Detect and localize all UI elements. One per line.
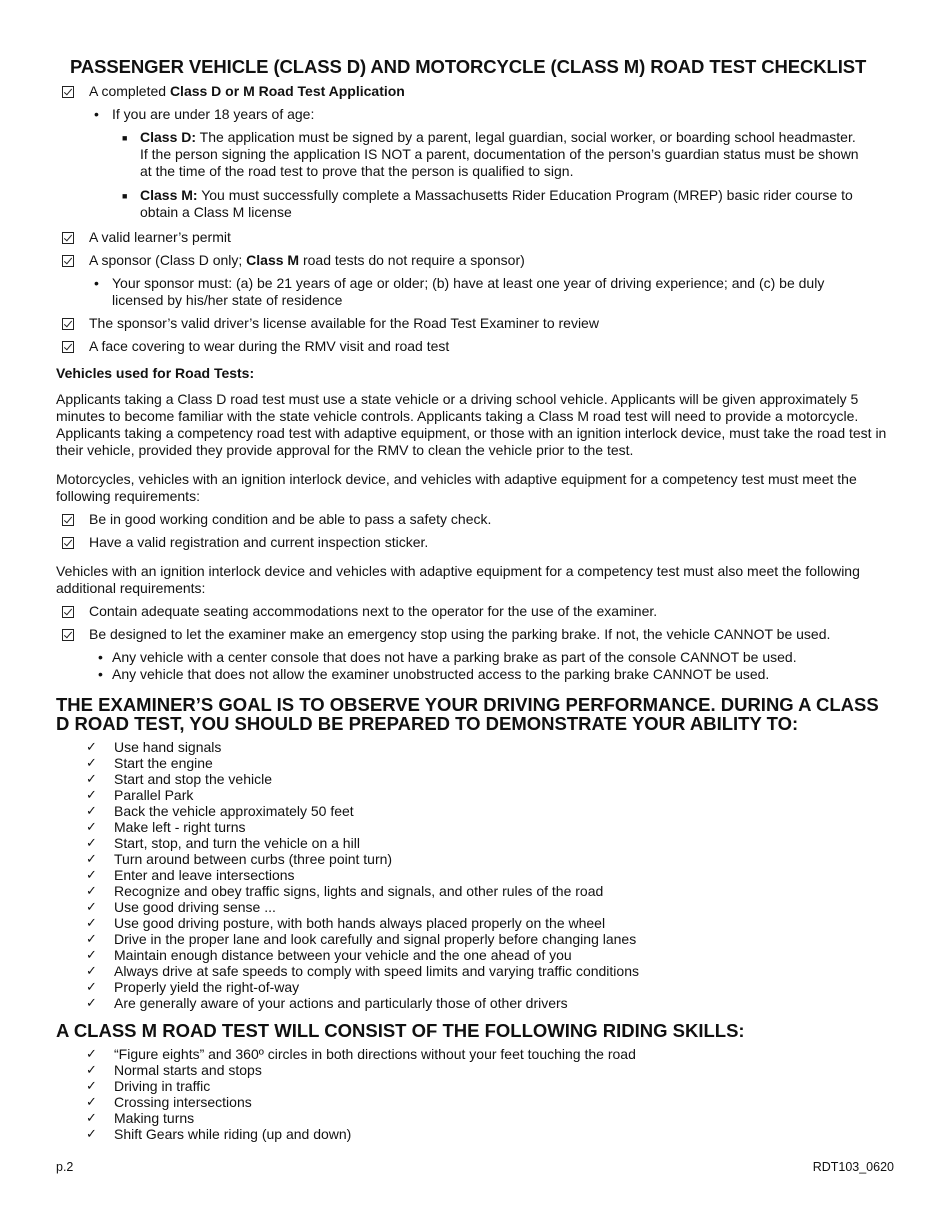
checklist-item-license: The sponsor’s valid driver’s license available for the Road Test Examiner to review xyxy=(56,315,896,332)
skill-item xyxy=(56,963,896,979)
checkbox-icon xyxy=(62,255,74,267)
skill-item xyxy=(56,1110,896,1126)
bullet-parking-brake-access: • Any vehicle that does not allow the examiner unobstructed access to the parking brake CANNOT be used. xyxy=(98,666,770,682)
checkbox-icon xyxy=(62,318,74,330)
checkmark-icon: ✓ xyxy=(86,1094,97,1109)
subbullet-classd: ■ Class D: The application must be signed by a parent, legal guardian, social worker, or boarding school headmaster. If the person signing the application IS NOT a parent, documentation of the person’s guardian status must be shown at the time of the road test to prove that the person is qualified to sign. xyxy=(122,129,859,179)
checkmark-icon: ✓ xyxy=(86,1110,97,1125)
checkmark-icon: ✓ xyxy=(86,1062,97,1077)
checkmark-icon: ✓ xyxy=(86,979,97,994)
subbullet-classm: ■ Class M: You must successfully complete a Massachusetts Rider Education Program (MREP) basic rider course to obtain a Class M license xyxy=(122,187,853,220)
checkmark-icon: ✓ xyxy=(86,899,97,914)
skill-item xyxy=(56,771,896,787)
vehicles-paragraph-1: Applicants taking a Class D road test must use a state vehicle or a driving school vehicle. Applicants will be given approximately 5 minutes to become familiar with the state vehicle controls. Applicants taking a Class M road test will need to provide a motorcycle. Applicants taking a competency road test with adaptive equipment, or those with an ignition interlock device, must take the road test in their vehicle, provided they provide approval for the RMV to clean the vehicle prior to the test. xyxy=(56,391,887,458)
skill-item-label: Recognize and obey traffic signs, lights and signals, and other rules of the road xyxy=(114,883,604,899)
checkmark-icon: ✓ xyxy=(86,851,97,866)
skill-item xyxy=(56,1094,896,1110)
checklist-item-application: A completed Class D or M Road Test Application xyxy=(56,83,896,100)
checkmark-icon: ✓ xyxy=(86,819,97,834)
checkbox-icon xyxy=(62,629,74,641)
checkmark-icon: ✓ xyxy=(86,867,97,882)
checkmark-icon: ✓ xyxy=(86,1126,97,1141)
skill-item-label: Use good driving posture, with both hands always placed properly on the wheel xyxy=(114,915,606,931)
skill-item xyxy=(56,851,896,867)
skill-item-label: Use hand signals xyxy=(114,739,222,755)
skill-item xyxy=(56,899,896,915)
skill-item xyxy=(56,1078,896,1094)
checklist-item-permit: A valid learner’s permit xyxy=(56,229,896,246)
skill-item xyxy=(56,803,896,819)
checkbox-icon xyxy=(62,86,74,98)
checkbox-icon xyxy=(62,537,74,549)
skill-item-label: Crossing intersections xyxy=(114,1094,252,1110)
skill-item xyxy=(56,1062,896,1078)
skill-item-label: Drive in the proper lane and look carefully and signal properly before changing lanes xyxy=(114,931,637,947)
skill-item-label: Properly yield the right-of-way xyxy=(114,979,300,995)
skill-item xyxy=(56,979,896,995)
skill-item xyxy=(56,915,896,931)
checkmark-icon: ✓ xyxy=(86,771,97,786)
checkmark-icon: ✓ xyxy=(86,835,97,850)
bullet-under18: • If you are under 18 years of age: xyxy=(94,106,315,122)
checkmark-icon: ✓ xyxy=(86,963,97,978)
checkmark-icon: ✓ xyxy=(86,803,97,818)
skill-item-label: Enter and leave intersections xyxy=(114,867,295,883)
bullet-icon: • xyxy=(98,649,103,665)
bullet-sponsor-requirements: • Your sponsor must: (a) be 21 years of age or older; (b) have at least one year of driving experience; and (c) be duly licensed by his/her state of residence xyxy=(94,275,825,308)
skill-item-label: Always drive at safe speeds to comply with speed limits and varying traffic conditions xyxy=(114,963,639,979)
classm-section-heading: A CLASS M ROAD TEST WILL CONSIST OF THE FOLLOWING RIDING SKILLS: xyxy=(56,1020,745,1041)
requirement-working-condition: Be in good working condition and be able to pass a safety check. xyxy=(56,511,896,528)
requirement-emergency-stop: Be designed to let the examiner make an emergency stop using the parking brake. If not, the vehicle CANNOT be used. xyxy=(56,626,896,643)
skill-item-label: Parallel Park xyxy=(114,787,194,803)
bullet-center-console: • Any vehicle with a center console that does not have a parking brake as part of the console CANNOT be used. xyxy=(98,649,797,665)
checkbox-icon xyxy=(62,606,74,618)
skill-item-label: Making turns xyxy=(114,1110,195,1126)
skill-item xyxy=(56,995,896,1011)
skill-item-label: Maintain enough distance between your vehicle and the one ahead of you xyxy=(114,947,572,963)
skill-item-label: Back the vehicle approximately 50 feet xyxy=(114,803,354,819)
checkmark-icon: ✓ xyxy=(86,995,97,1010)
square-bullet-icon: ■ xyxy=(122,191,128,201)
skill-item-label: Driving in traffic xyxy=(114,1078,211,1094)
checkmark-icon: ✓ xyxy=(86,1078,97,1093)
checkbox-icon xyxy=(62,514,74,526)
skill-item-label: Turn around between curbs (three point turn) xyxy=(114,851,393,867)
requirement-registration: Have a valid registration and current inspection sticker. xyxy=(56,534,896,551)
skill-item xyxy=(56,1126,896,1142)
classd-section-heading: THE EXAMINER’S GOAL IS TO OBSERVE YOUR DRIVING PERFORMANCE. DURING A CLASS D ROAD TEST, YOU SHOULD BE PREPARED TO DEMONSTRATE YOUR ABILITY TO: xyxy=(56,694,879,734)
skill-item-label: Make left - right turns xyxy=(114,819,246,835)
skill-item-label: Are generally aware of your actions and particularly those of other drivers xyxy=(114,995,568,1011)
vehicles-paragraph-3: Vehicles with an ignition interlock device and vehicles with adaptive equipment for a competency test must also meet the following additional requirements: xyxy=(56,563,860,596)
requirement-seating: Contain adequate seating accommodations next to the operator for the use of the examiner. xyxy=(56,603,896,620)
skill-item-label: Shift Gears while riding (up and down) xyxy=(114,1126,352,1142)
skill-item-label: Start the engine xyxy=(114,755,213,771)
skill-item xyxy=(56,867,896,883)
skill-item xyxy=(56,947,896,963)
bullet-icon: • xyxy=(94,106,99,122)
bullet-icon: • xyxy=(94,275,99,291)
checkmark-icon: ✓ xyxy=(86,1046,97,1061)
checklist-item-face-covering: A face covering to wear during the RMV visit and road test xyxy=(56,338,896,355)
classm-skills-list xyxy=(56,1046,896,1142)
vehicles-heading: Vehicles used for Road Tests: xyxy=(56,365,255,381)
skill-item-label: “Figure eights” and 360º circles in both directions without your feet touching the road xyxy=(114,1046,636,1062)
vehicles-paragraph-2: Motorcycles, vehicles with an ignition interlock device, and vehicles with adaptive equipment for a competency test must meet the following requirements: xyxy=(56,471,857,504)
skill-item-label: Start, stop, and turn the vehicle on a hill xyxy=(114,835,360,851)
skill-item xyxy=(56,755,896,771)
skill-item-label: Normal starts and stops xyxy=(114,1062,262,1078)
skill-item xyxy=(56,931,896,947)
skill-item-label: Start and stop the vehicle xyxy=(114,771,272,787)
checkmark-icon: ✓ xyxy=(86,915,97,930)
skill-item xyxy=(56,739,896,755)
checkbox-icon xyxy=(62,341,74,353)
classd-skills-list xyxy=(56,739,896,1011)
skill-item xyxy=(56,883,896,899)
skill-item xyxy=(56,787,896,803)
checkmark-icon: ✓ xyxy=(86,947,97,962)
form-code: RDT103_0620 xyxy=(812,1160,894,1174)
checklist-item-sponsor: A sponsor (Class D only; Class M road tests do not require a sponsor) xyxy=(56,252,896,269)
square-bullet-icon: ■ xyxy=(122,133,128,143)
skill-item xyxy=(56,835,896,851)
skill-item-label: Use good driving sense ... xyxy=(114,899,276,915)
page-number: p.2 xyxy=(56,1160,74,1174)
checkbox-icon xyxy=(62,232,74,244)
checkmark-icon: ✓ xyxy=(86,883,97,898)
checkmark-icon: ✓ xyxy=(86,787,97,802)
skill-item xyxy=(56,1046,896,1062)
checkmark-icon: ✓ xyxy=(86,739,97,754)
bullet-icon: • xyxy=(98,666,103,682)
checkmark-icon: ✓ xyxy=(86,755,97,770)
page-title: PASSENGER VEHICLE (CLASS D) AND MOTORCYCLE (CLASS M) ROAD TEST CHECKLIST xyxy=(70,56,867,77)
document-page xyxy=(56,52,896,1142)
skill-item xyxy=(56,819,896,835)
checkmark-icon: ✓ xyxy=(86,931,97,946)
